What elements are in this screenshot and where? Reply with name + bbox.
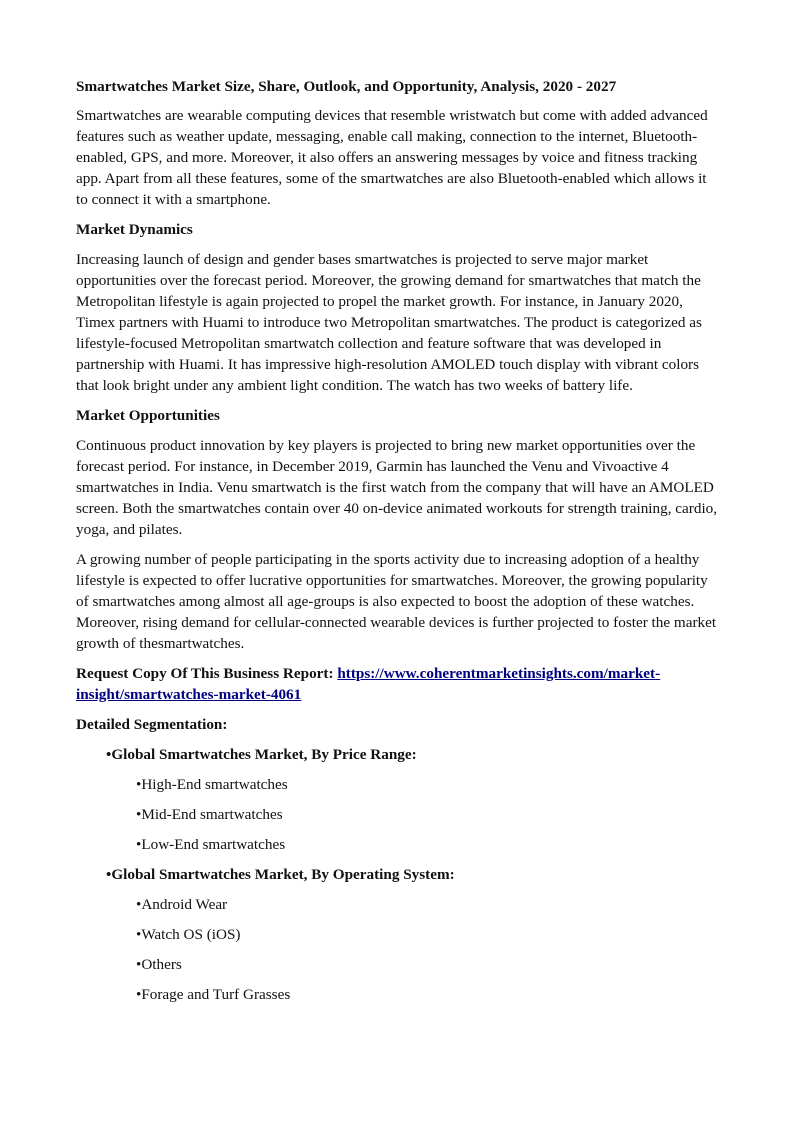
- market-opportunities-heading: Market Opportunities: [76, 407, 220, 424]
- request-copy-label: Request Copy Of This Business Report:: [76, 665, 338, 682]
- segment-group-title: •Global Smartwatches Market, By Operating System:: [106, 866, 455, 883]
- market-dynamics-heading: Market Dynamics: [76, 221, 193, 238]
- segment-group-title: •Global Smartwatches Market, By Price Range:: [106, 746, 417, 763]
- market-opportunities-paragraph-1: Continuous product innovation by key players is projected to bring new market opportunities over the forecast period. For instance, in December 2019, Garmin has launched the Venu and Vivoactive 4 smartwatches in India. Venu smartwatch is the first watch from the company that will have an AMOLED screen. Both the smartwatches contain over 40 on-device animated workouts for strength training, cardio, yoga, and pilates.: [76, 437, 718, 538]
- segment-item: •Low-End smartwatches: [136, 836, 286, 853]
- segment-item: •Mid-End smartwatches: [136, 806, 283, 823]
- segment-item: •Forage and Turf Grasses: [136, 986, 291, 1003]
- report-link[interactable]: https://www.coherentmarketinsights.com/market-insight/smartwatches-market-4061: [76, 665, 661, 703]
- intro-paragraph: Smartwatches are wearable computing devices that resemble wristwatch but come with added advanced features such as weather update, messaging, enable call making, connection to the internet, Bluetooth-enabled, GPS, and more. Moreover, it also offers an answering messages by voice and fitness tracking app. Apart from all these features, some of the smartwatches are also Bluetooth-enabled which allows it to connect it with a smartphone.: [76, 107, 708, 208]
- segment-item: •Watch OS (iOS): [136, 926, 241, 943]
- document-title: Smartwatches Market Size, Share, Outlook, and Opportunity, Analysis, 2020 - 2027: [76, 78, 617, 95]
- segmentation-list: [76, 744, 720, 1005]
- segment-item: •Others: [136, 956, 182, 973]
- market-dynamics-paragraph: Increasing launch of design and gender bases smartwatches is projected to serve major market opportunities over the forecast period. Moreover, the growing demand for smartwatches that match the Metropolitan lifestyle is again projected to propel the market growth. For instance, in January 2020, Timex partners with Huami to introduce two Metropolitan smartwatches. The product is categorized as lifestyle-focused Metropolitan smartwatch collection and feature software that was developed in partnership with Huami. It has impressive high-resolution AMOLED touch display with vibrant colors that look bright under any ambient light condition. The watch has two weeks of battery life.: [76, 251, 702, 394]
- segmentation-heading: Detailed Segmentation:: [76, 716, 228, 733]
- request-copy: [76, 663, 720, 705]
- segment-item: •High-End smartwatches: [136, 776, 288, 793]
- segment-item: •Android Wear: [136, 896, 228, 913]
- market-opportunities-paragraph-2: A growing number of people participating in the sports activity due to increasing adoption of a healthy lifestyle is expected to offer lucrative opportunities for smartwatches. Moreover, the growing popularity of smartwatches among almost all age-groups is also expected to boost the adoption of these watches. Moreover, rising demand for cellular-connected wearable devices is further projected to foster the market growth of thesmartwatches.: [76, 551, 717, 652]
